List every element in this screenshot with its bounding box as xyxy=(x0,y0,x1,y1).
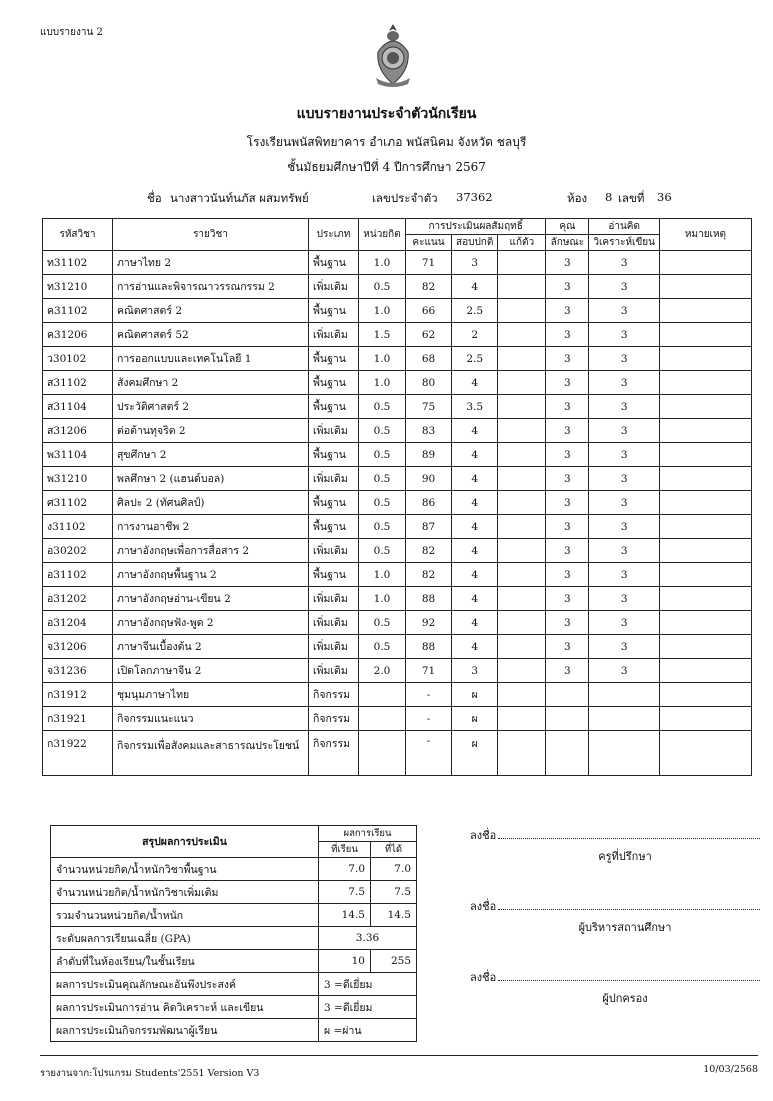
course-code: ค31102 xyxy=(43,299,113,323)
course-score: - xyxy=(406,683,452,707)
course-note xyxy=(659,731,751,776)
course-credit: 0.5 xyxy=(359,515,406,539)
course-character: 3 xyxy=(546,587,589,611)
course-score: 88 xyxy=(406,635,452,659)
col-achievement: การประเมินผลสัมฤทธิ์ xyxy=(406,219,546,235)
course-rtw: 3 xyxy=(589,539,660,563)
course-code: ค31206 xyxy=(43,323,113,347)
col-score: คะแนน xyxy=(406,235,452,251)
course-grade: 4 xyxy=(452,371,498,395)
course-name: สุขศึกษา 2 xyxy=(113,443,309,467)
course-credit: 0.5 xyxy=(359,635,406,659)
total-credit-label: รวมจำนวนหน่วยกิต/น้ำหนัก xyxy=(51,904,319,927)
course-character xyxy=(546,731,589,776)
table-row xyxy=(43,251,752,275)
school-line: โรงเรียนพนัสพิทยาคาร อำเภอ พนัสนิคม จังหวัด ชลบุรี xyxy=(246,135,527,149)
course-note xyxy=(659,611,751,635)
course-name: ชุมนุมภาษาไทย xyxy=(113,683,309,707)
course-character xyxy=(546,707,589,731)
advisor-signature xyxy=(470,826,760,865)
summary-col-registered: ที่เรียน xyxy=(319,842,371,858)
course-grade: 4 xyxy=(452,419,498,443)
course-character: 3 xyxy=(546,563,589,587)
course-fix xyxy=(498,347,546,371)
table-row xyxy=(43,563,752,587)
gpa-label: ระดับผลการเรียนเฉลี่ย (GPA) xyxy=(51,927,319,950)
course-type: พื้นฐาน xyxy=(309,443,359,467)
course-credit: 1.0 xyxy=(359,299,406,323)
rtw-eval-value: 3 =ดีเยี่ยม xyxy=(319,996,417,1019)
course-credit: 0.5 xyxy=(359,395,406,419)
course-credit: 0.5 xyxy=(359,419,406,443)
signature-line xyxy=(498,826,760,839)
course-note xyxy=(659,419,751,443)
course-rtw: 3 xyxy=(589,323,660,347)
signature-line xyxy=(498,968,760,981)
course-code: ก31921 xyxy=(43,707,113,731)
course-note xyxy=(659,347,751,371)
table-row xyxy=(43,731,752,776)
course-fix xyxy=(498,443,546,467)
summary-table xyxy=(50,825,417,1042)
course-type: เพิ่มเติม xyxy=(309,467,359,491)
table-row xyxy=(43,515,752,539)
course-type: พื้นฐาน xyxy=(309,515,359,539)
course-rtw xyxy=(589,707,660,731)
course-rtw: 3 xyxy=(589,659,660,683)
student-name: นางสาวนันท์นภัส ผสมทรัพย์ xyxy=(170,191,309,205)
course-rtw xyxy=(589,683,660,707)
course-note xyxy=(659,635,751,659)
course-grade: 2.5 xyxy=(452,299,498,323)
course-note xyxy=(659,587,751,611)
course-fix xyxy=(498,683,546,707)
course-type: กิจกรรม xyxy=(309,707,359,731)
course-name: การอ่านและพิจารณาวรรณกรรม 2 xyxy=(113,275,309,299)
table-row xyxy=(43,659,752,683)
course-grade: ผ xyxy=(452,731,498,776)
course-score: 90 xyxy=(406,467,452,491)
col-char-bottom: ลักษณะ xyxy=(546,235,589,251)
course-code: ง31102 xyxy=(43,515,113,539)
course-note xyxy=(659,683,751,707)
course-score: 86 xyxy=(406,491,452,515)
course-code: ส31104 xyxy=(43,395,113,419)
course-grade: 4 xyxy=(452,515,498,539)
sign-label: ลงชื่อ xyxy=(470,829,497,842)
course-type: กิจกรรม xyxy=(309,683,359,707)
course-fix xyxy=(498,251,546,275)
course-character: 3 xyxy=(546,323,589,347)
course-score: 71 xyxy=(406,251,452,275)
course-code: ว30102 xyxy=(43,347,113,371)
course-score: 71 xyxy=(406,659,452,683)
course-character xyxy=(546,683,589,707)
course-score: - xyxy=(406,707,452,731)
course-type: เพิ่มเติม xyxy=(309,635,359,659)
course-grade: 4 xyxy=(452,635,498,659)
course-score: 92 xyxy=(406,611,452,635)
course-credit: 0.5 xyxy=(359,539,406,563)
footer-date: 10/03/2568 xyxy=(703,1064,758,1075)
course-name: ภาษาจีนเบื้องต้น 2 xyxy=(113,635,309,659)
course-credit: 0.5 xyxy=(359,443,406,467)
table-row xyxy=(43,275,752,299)
course-character: 3 xyxy=(546,539,589,563)
course-fix xyxy=(498,587,546,611)
table-row xyxy=(43,611,752,635)
sign-label: ลงชื่อ xyxy=(470,971,497,984)
parent-role: ผู้ปกครอง xyxy=(602,992,648,1005)
total-credit-registered: 14.5 xyxy=(319,904,371,927)
course-rtw: 3 xyxy=(589,587,660,611)
course-fix xyxy=(498,563,546,587)
rank-room: 10 xyxy=(319,950,371,973)
footer-source: รายงานจาก:โปรแกรม Students'2551 Version V3 xyxy=(40,1068,260,1079)
course-code: อ31202 xyxy=(43,587,113,611)
course-fix xyxy=(498,299,546,323)
course-rtw xyxy=(589,731,660,776)
level-line: ชั้นมัธยมศึกษาปีที่ 4 ปีการศึกษา 2567 xyxy=(287,160,486,174)
course-type: พื้นฐาน xyxy=(309,563,359,587)
course-score: 82 xyxy=(406,563,452,587)
course-fix xyxy=(498,491,546,515)
col-rtw-top: อ่านคิด xyxy=(589,219,660,235)
summary-col-earned: ที่ได้ xyxy=(371,842,417,858)
course-note xyxy=(659,539,751,563)
course-character: 3 xyxy=(546,635,589,659)
course-score: 82 xyxy=(406,539,452,563)
course-credit: 0.5 xyxy=(359,467,406,491)
parent-signature xyxy=(470,968,760,1007)
summary-result-header: ผลการเรียน xyxy=(319,826,417,842)
course-code: อ31102 xyxy=(43,563,113,587)
total-credit-earned: 14.5 xyxy=(371,904,417,927)
course-grade: 3 xyxy=(452,251,498,275)
course-note xyxy=(659,563,751,587)
student-name-label: ชื่อ xyxy=(147,191,162,205)
director-role: ผู้บริหารสถานศึกษา xyxy=(578,921,672,934)
course-grade: 4 xyxy=(452,443,498,467)
course-code: ท31102 xyxy=(43,251,113,275)
course-score: 83 xyxy=(406,419,452,443)
char-eval-value: 3 =ดีเยี่ยม xyxy=(319,973,417,996)
col-char-top: คุณ xyxy=(546,219,589,235)
course-name: เปิดโลกภาษาจีน 2 xyxy=(113,659,309,683)
student-id: 37362 xyxy=(456,190,493,204)
course-grade: 3 xyxy=(452,659,498,683)
course-fix xyxy=(498,731,546,776)
course-rtw: 3 xyxy=(589,515,660,539)
course-type: พื้นฐาน xyxy=(309,371,359,395)
course-type: พื้นฐาน xyxy=(309,347,359,371)
course-score: 89 xyxy=(406,443,452,467)
course-fix xyxy=(498,467,546,491)
rank-level: 255 xyxy=(371,950,417,973)
course-grade: 4 xyxy=(452,587,498,611)
course-grade: 4 xyxy=(452,491,498,515)
course-rtw: 3 xyxy=(589,251,660,275)
table-row xyxy=(43,299,752,323)
course-name: ภาษาไทย 2 xyxy=(113,251,309,275)
course-note xyxy=(659,491,751,515)
course-rtw: 3 xyxy=(589,443,660,467)
course-grade: 2 xyxy=(452,323,498,347)
course-fix xyxy=(498,419,546,443)
course-rtw: 3 xyxy=(589,491,660,515)
course-credit: 1.0 xyxy=(359,251,406,275)
summary-title: สรุปผลการประเมิน xyxy=(51,826,319,858)
course-character: 3 xyxy=(546,419,589,443)
course-grade: ผ xyxy=(452,683,498,707)
course-code: ส31206 xyxy=(43,419,113,443)
school-seal-logo xyxy=(370,22,416,88)
extra-credit-earned: 7.5 xyxy=(371,881,417,904)
course-character: 3 xyxy=(546,347,589,371)
gpa-value: 3.36 xyxy=(319,927,417,950)
activity-eval-value: ผ =ผ่าน xyxy=(319,1019,417,1042)
col-fix: แก้ตัว xyxy=(498,235,546,251)
course-name: ภาษาอังกฤษเพื่อการสื่อสาร 2 xyxy=(113,539,309,563)
table-row xyxy=(43,395,752,419)
course-fix xyxy=(498,707,546,731)
course-note xyxy=(659,443,751,467)
course-score: 87 xyxy=(406,515,452,539)
course-note xyxy=(659,299,751,323)
course-type: พื้นฐาน xyxy=(309,299,359,323)
course-character: 3 xyxy=(546,251,589,275)
course-credit: 1.0 xyxy=(359,563,406,587)
course-code: ท31210 xyxy=(43,275,113,299)
course-note xyxy=(659,275,751,299)
course-credit: 0.5 xyxy=(359,611,406,635)
table-row xyxy=(43,419,752,443)
course-name: พลศึกษา 2 (แฮนด์บอล) xyxy=(113,467,309,491)
table-row xyxy=(43,323,752,347)
course-score: 62 xyxy=(406,323,452,347)
course-grade: ผ xyxy=(452,707,498,731)
course-rtw: 3 xyxy=(589,563,660,587)
course-credit: 1.0 xyxy=(359,347,406,371)
course-character: 3 xyxy=(546,491,589,515)
course-rtw: 3 xyxy=(589,347,660,371)
course-name: กิจกรรมเพื่อสังคมและสาธารณประโยชน์ xyxy=(113,731,309,776)
course-rtw: 3 xyxy=(589,275,660,299)
course-code: พ31104 xyxy=(43,443,113,467)
course-type: พื้นฐาน xyxy=(309,491,359,515)
course-credit: 1.0 xyxy=(359,371,406,395)
course-type: เพิ่มเติม xyxy=(309,611,359,635)
signature-line xyxy=(498,897,760,910)
course-character: 3 xyxy=(546,299,589,323)
course-type: พื้นฐาน xyxy=(309,251,359,275)
course-code: จ31206 xyxy=(43,635,113,659)
course-character: 3 xyxy=(546,395,589,419)
course-name: ภาษาอังกฤษฟัง-พูด 2 xyxy=(113,611,309,635)
col-subject: รายวิชา xyxy=(113,219,309,251)
course-fix xyxy=(498,323,546,347)
course-rtw: 3 xyxy=(589,371,660,395)
course-name: คณิตศาสตร์ 2 xyxy=(113,299,309,323)
course-score: 66 xyxy=(406,299,452,323)
table-row xyxy=(43,347,752,371)
course-credit xyxy=(359,731,406,776)
rank-label: ลำดับที่ในห้องเรียน/ในชั้นเรียน xyxy=(51,950,319,973)
course-type: พื้นฐาน xyxy=(309,395,359,419)
number-label: เลขที่ xyxy=(618,191,645,205)
course-name: การงานอาชีพ 2 xyxy=(113,515,309,539)
table-row xyxy=(43,683,752,707)
course-score: 82 xyxy=(406,275,452,299)
course-character: 3 xyxy=(546,515,589,539)
course-fix xyxy=(498,635,546,659)
course-rtw: 3 xyxy=(589,635,660,659)
course-credit: 0.5 xyxy=(359,491,406,515)
course-credit: 1.0 xyxy=(359,587,406,611)
course-character: 3 xyxy=(546,443,589,467)
course-fix xyxy=(498,371,546,395)
course-rtw: 3 xyxy=(589,611,660,635)
basic-credit-earned: 7.0 xyxy=(371,858,417,881)
course-code: ก31912 xyxy=(43,683,113,707)
course-name: คณิตศาสตร์ 52 xyxy=(113,323,309,347)
course-code: ส31102 xyxy=(43,371,113,395)
course-grade: 4 xyxy=(452,275,498,299)
course-fix xyxy=(498,611,546,635)
footer-divider xyxy=(40,1055,758,1056)
course-grade: 4 xyxy=(452,467,498,491)
table-row xyxy=(43,587,752,611)
course-name: การออกแบบและเทคโนโลยี 1 xyxy=(113,347,309,371)
course-code: อ31204 xyxy=(43,611,113,635)
course-rtw: 3 xyxy=(589,467,660,491)
basic-credit-label: จำนวนหน่วยกิต/น้ำหนักวิชาพื้นฐาน xyxy=(51,858,319,881)
course-note xyxy=(659,659,751,683)
course-name: ภาษาอังกฤษอ่าน-เขียน 2 xyxy=(113,587,309,611)
col-rtw-bottom: วิเคราะห์เขียน xyxy=(589,235,660,251)
col-code: รหัสวิชา xyxy=(43,219,113,251)
advisor-role: ครูที่ปรึกษา xyxy=(598,850,652,863)
course-name: ภาษาอังกฤษพื้นฐาน 2 xyxy=(113,563,309,587)
report-title: แบบรายงานประจำตัวนักเรียน xyxy=(296,106,477,122)
course-type: เพิ่มเติม xyxy=(309,419,359,443)
course-name: กิจกรรมแนะแนว xyxy=(113,707,309,731)
course-code: ก31922 xyxy=(43,731,113,776)
col-credit: หน่วยกิต xyxy=(359,219,406,251)
course-score: 88 xyxy=(406,587,452,611)
basic-credit-registered: 7.0 xyxy=(319,858,371,881)
course-type: เพิ่มเติม xyxy=(309,323,359,347)
sign-label: ลงชื่อ xyxy=(470,900,497,913)
course-grade: 4 xyxy=(452,539,498,563)
table-row xyxy=(43,443,752,467)
course-note xyxy=(659,251,751,275)
extra-credit-registered: 7.5 xyxy=(319,881,371,904)
course-note xyxy=(659,323,751,347)
grades-table xyxy=(42,218,752,776)
course-name: ศิลปะ 2 (ทัศนศิลป์) xyxy=(113,491,309,515)
table-row xyxy=(43,539,752,563)
extra-credit-label: จำนวนหน่วยกิต/น้ำหนักวิชาเพิ่มเติม xyxy=(51,881,319,904)
course-code: ศ31102 xyxy=(43,491,113,515)
course-name: ต่อต้านทุจริต 2 xyxy=(113,419,309,443)
course-rtw: 3 xyxy=(589,395,660,419)
course-score: 68 xyxy=(406,347,452,371)
course-grade: 2.5 xyxy=(452,347,498,371)
course-note xyxy=(659,707,751,731)
course-note xyxy=(659,515,751,539)
director-signature xyxy=(470,897,760,936)
course-character: 3 xyxy=(546,611,589,635)
student-id-label: เลขประจำตัว xyxy=(372,191,438,205)
course-rtw: 3 xyxy=(589,299,660,323)
table-row xyxy=(43,371,752,395)
course-credit xyxy=(359,683,406,707)
course-note xyxy=(659,371,751,395)
course-fix xyxy=(498,275,546,299)
col-grade: สอบปกติ xyxy=(452,235,498,251)
course-fix xyxy=(498,395,546,419)
table-row xyxy=(43,707,752,731)
course-rtw: 3 xyxy=(589,419,660,443)
course-character: 3 xyxy=(546,467,589,491)
course-name: สังคมศึกษา 2 xyxy=(113,371,309,395)
char-eval-label: ผลการประเมินคุณลักษณะอันพึงประสงค์ xyxy=(51,973,319,996)
course-score: 80 xyxy=(406,371,452,395)
room-value: 8 xyxy=(605,190,613,204)
col-note: หมายเหตุ xyxy=(659,219,751,251)
col-type: ประเภท xyxy=(309,219,359,251)
course-grade: 4 xyxy=(452,611,498,635)
activity-eval-label: ผลการประเมินกิจกรรมพัฒนาผู้เรียน xyxy=(51,1019,319,1042)
course-code: อ30202 xyxy=(43,539,113,563)
number-value: 36 xyxy=(657,190,672,204)
course-grade: 4 xyxy=(452,563,498,587)
course-type: เพิ่มเติม xyxy=(309,275,359,299)
course-credit: 1.5 xyxy=(359,323,406,347)
course-note xyxy=(659,395,751,419)
course-name: ประวัติศาสตร์ 2 xyxy=(113,395,309,419)
course-type: เพิ่มเติม xyxy=(309,539,359,563)
course-credit: 2.0 xyxy=(359,659,406,683)
course-grade: 3.5 xyxy=(452,395,498,419)
course-character: 3 xyxy=(546,275,589,299)
course-type: เพิ่มเติม xyxy=(309,659,359,683)
course-score: 75 xyxy=(406,395,452,419)
table-row xyxy=(43,635,752,659)
course-type: กิจกรรม xyxy=(309,731,359,776)
course-note xyxy=(659,467,751,491)
course-code: พ31210 xyxy=(43,467,113,491)
course-character: 3 xyxy=(546,371,589,395)
course-fix xyxy=(498,515,546,539)
course-fix xyxy=(498,539,546,563)
room-label: ห้อง xyxy=(567,191,588,205)
rtw-eval-label: ผลการประเมินการอ่าน คิดวิเคราะห์ และเขียน xyxy=(51,996,319,1019)
course-fix xyxy=(498,659,546,683)
course-credit xyxy=(359,707,406,731)
course-score: - xyxy=(406,731,452,776)
form-label: แบบรายงาน 2 xyxy=(40,27,103,38)
table-row xyxy=(43,467,752,491)
table-row xyxy=(43,491,752,515)
course-credit: 0.5 xyxy=(359,275,406,299)
course-character: 3 xyxy=(546,659,589,683)
course-type: เพิ่มเติม xyxy=(309,587,359,611)
course-code: จ31236 xyxy=(43,659,113,683)
